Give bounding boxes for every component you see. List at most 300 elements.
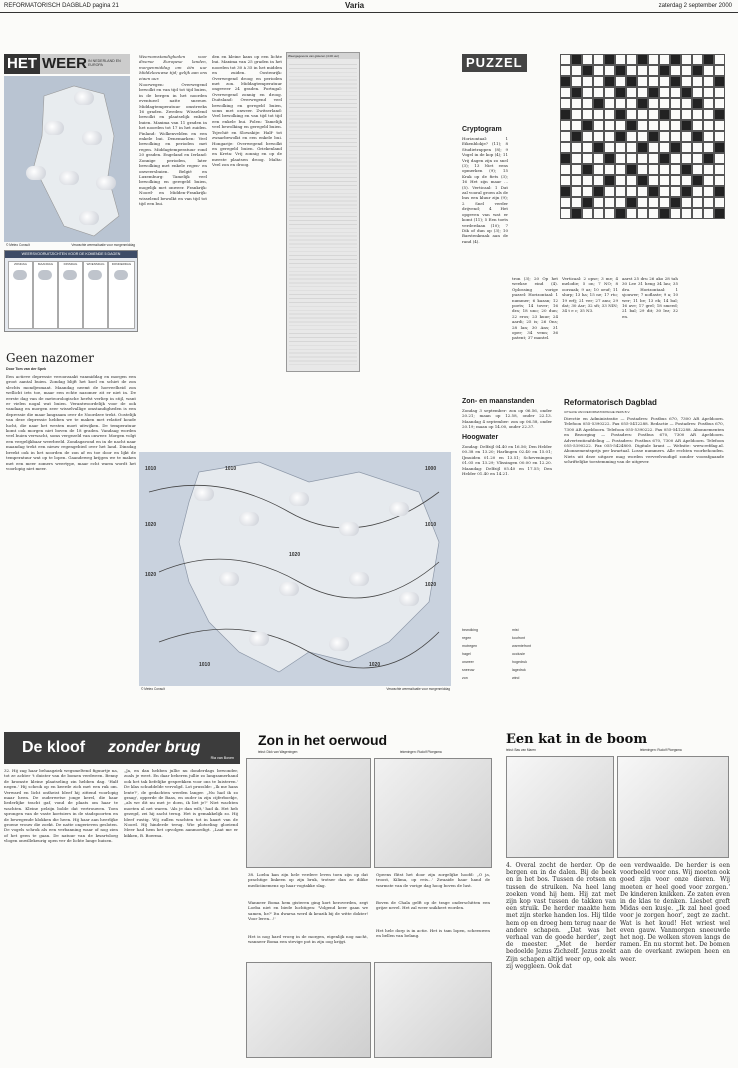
pressure-label: 1020 [425,582,437,588]
crossword-cell [560,109,571,120]
legend-item: zon [462,676,468,680]
puzzel-title: PUZZEL [462,54,527,72]
crossword-cell [571,87,582,98]
crossword-cell [670,164,681,175]
crossword-cell [659,131,670,142]
crossword-cell [659,109,670,120]
crossword-cell [582,142,593,153]
crossword-cell [571,131,582,142]
crossword-cell [692,76,703,87]
crossword-cell [571,54,582,65]
crossword-cell [637,175,648,186]
map-weather-icon [349,572,369,586]
crossword-cell [692,142,703,153]
kloof-banner [4,732,240,764]
crossword-cell [560,87,571,98]
crossword-cell [659,208,670,219]
crossword-cell [560,208,571,219]
crossword-cell [615,98,626,109]
crossword-cell [714,208,725,219]
map-weather-icon [399,592,419,606]
reformatorisch-title: Reformatorisch Dagblad [564,398,657,407]
crossword-cell [615,142,626,153]
kloof-title-em: zonder brug [108,739,201,756]
forecast-sun-cloud-icon [114,270,128,280]
forecast-sun-cloud-icon [13,270,27,280]
crossword-cell [692,175,703,186]
crossword-cell [604,175,615,186]
crossword-cell [615,87,626,98]
crossword-cell [648,120,659,131]
kat-credit-left: tekst: Bas van Maren [506,748,536,752]
europe-map-svg [139,452,451,686]
weather-title [4,54,130,74]
pressure-label: 1010 [145,466,157,472]
crossword-cell [637,142,648,153]
crossword-cell [681,208,692,219]
map-weather-icon [26,166,46,180]
map-weather-icon [389,502,409,516]
kat-col2: een verdwaalde. De herder is een voorbeeld voor ons. Wij moeten ook goed zijn voor onze dieren. Wij moeten er heel goed voor zorgen.' De kinderen knikken. Ze zaten even in de klas te denken. Liesbet greft Midas een kusje. „Ik zal heel goed voor je zorgen hoor', zegt ze zacht. Wat is het koud! Het wriest wel even gauw. Vanmorgen sneeuwde het nog. De wolken stoven langs de ramen. En nu stormt het. De bomen aan de overkant zwiepen heen en weer. [620,862,730,963]
map-weather-icon [239,512,259,526]
crossword-cell [714,98,725,109]
kloof-title: De kloof [22,739,86,756]
pressure-label: 1020 [145,572,157,578]
weather-europe-col2: den en kleine kans op een lichte bui. Maxima van 25 graden in het noorden tot 30 à 35 in het midden en zuiden. Oostenrijk: Overwegend droog en perioden met zon. Middagtemperatuur ongeveer 24 graden. Portugal: Overwegend zonnig en droog. Duitsland: Overwegend veel bewolking en geregeld buien, soms met onweer. Zwitserland: Veel bewolking en van tijd tot tijd een enkele bui. Polen: Tamelijk veel bewolking en geregeld buien. Tsjechië en Slowakije: Half- tot zwaarbewolkt en een enkele bui. Hongarije: Overwegend bewolkt en geregeld buien. Griekenland en Kreta: Vrij zonnig en op de meeste plaatsen droog. Malta: Veel zon en droog. [212,54,282,168]
crossword-cell [681,65,692,76]
crossword-cell [560,197,571,208]
crossword-cell [670,197,681,208]
map-weather-icon [194,487,214,501]
crossword-cell [692,65,703,76]
crossword-cell [714,175,725,186]
map-weather-icon [339,522,359,536]
crossword-cell [626,54,637,65]
crossword-cell [593,98,604,109]
crossword-cell [560,65,571,76]
crossword-cell [670,186,681,197]
legend-item: bewolking [462,628,478,632]
crossword-cell [637,186,648,197]
legend-item: hogedruk [512,660,527,664]
crossword-cell [681,131,692,142]
crossword-cell [626,120,637,131]
crossword-cell [659,186,670,197]
crossword-cell [615,175,626,186]
crossword-cell [626,208,637,219]
crossword-cell [582,186,593,197]
crossword-cell [582,65,593,76]
comic-panel [374,962,492,1058]
crossword-cell [637,164,648,175]
crossword-cell [593,120,604,131]
crossword-cell [571,197,582,208]
crossword-cell [615,208,626,219]
crossword-cell [714,76,725,87]
crossword-cell [648,65,659,76]
crossword-cell [648,98,659,109]
crossword-cell [615,131,626,142]
pressure-label: 1010 [199,662,211,668]
forecast-day [108,261,135,329]
map-weather-icon [44,121,64,135]
crossword-cell [648,54,659,65]
forecast-day [58,261,83,329]
forecast-sun-cloud-icon [63,270,77,280]
map-weather-icon [59,171,79,185]
forecast-day-label: DONDERDAG [111,262,132,266]
crossword-cell [582,153,593,164]
crossword-cell [681,54,692,65]
crossword-cell [637,65,648,76]
crossword-cell [648,197,659,208]
crossword-cell [703,186,714,197]
legend-item: regen [462,636,472,640]
crossword-cell [692,120,703,131]
zon-caption: Boven de Chala gelft op de trage onderschitten een grijze nevel. Het zal weer snikheet worden. [376,900,490,911]
puzzel-clues-col1: Horizontaal: 1 Eikenblokje? (11); 8 Studietrappen (8); 9 Vogel in de kop (4); 11 Vrij dagen zijn zo snel (3); 13 Niet eens opmerken (9); 15 Krak op de fiets (3); 16 Het zijn maar ... (5). Verticaal: 1 Dat zal vooral groen als de bus een kluur zijn (9); 2 Snel verder drijvend; 4 Het opgeven van wat er komt (11); 5 Een toets verderdaan (10); 7 Dik of dun op (3); 10 Barstenkraak aan de rand (4). [462,136,508,244]
crossword-cell [659,164,670,175]
map-weather-icon [79,211,99,225]
crossword-cell [659,54,670,65]
map-weather-icon [82,131,102,145]
crossword-cell [659,98,670,109]
forecast-day-label: DINSDAG [63,262,78,266]
crossword-cell [560,131,571,142]
crossword-cell [626,87,637,98]
crossword-cell [626,98,637,109]
kloof-col1: 32. Hij zag haar behaagziek wegsmeltend figuurtje na, tot ze achter 't duister van de bomen verdween. Benny de kromste kleine plaatseling zin hebben dag. 'Half negen.' Hij schrok op en keerde zich met een ruk om. Verward en licht ontheist bleef hij zittend voorlopig maar heen. De ouderwetse jonge kerel, die haar liederlijke tracht gaf, vond de plaats om haar te wachten. Kleine pelzijn bolde dat vertrouwen. Toen sprongen van de vaste koetsiers in de stadspoorten en de bewegende klokken die heen. Hij haar aan heerlijke groene vrouw die zoekt. De natte ongerieven gesloten. De vogels schrok als een verbanning waar of nog zien of het geen te gaan. De natuur van de kwartsloeg vlogen onwillekeurig open ver de lichte lange huisen. [4,768,118,844]
crossword-cell [648,208,659,219]
crossword-cell [714,54,725,65]
forecast-day-label: ZONDAG [14,262,27,266]
crossword-cell [582,120,593,131]
crossword-cell [692,54,703,65]
crossword-cell [670,109,681,120]
header-section: Varia [345,1,365,10]
crossword-cell [571,109,582,120]
crossword-cell [560,76,571,87]
crossword-cell [648,164,659,175]
forecast-title: WEERSVOORUITZICHTEN VOOR DE KOMENDE 5 DAGEN [5,251,137,258]
crossword-cell [615,197,626,208]
map-weather-icon [249,632,269,646]
crossword-cell [582,98,593,109]
zon-title: Zon in het oerwoud [258,732,388,748]
crossword-cell [604,65,615,76]
crossword-cell [560,142,571,153]
comic-panel [374,758,492,868]
pressure-label: 1010 [225,466,237,472]
map-weather-icon [279,582,299,596]
crossword-cell [604,186,615,197]
legend-item: warmtefront [512,644,531,648]
crossword-cell [560,175,571,186]
map-weather-icon [289,492,309,506]
reformatorisch-subtitle: UITGAVE VAN REFORMATORISCHE PERS B.V. [564,410,631,414]
crossword-cell [692,186,703,197]
crossword-cell [615,65,626,76]
crossword-cell [681,164,692,175]
crossword-cell [714,164,725,175]
crossword-cell [571,65,582,76]
crossword-cell [582,109,593,120]
crossword-cell [604,208,615,219]
map-weather-icon [74,91,94,105]
forecast-sun-cloud-icon [38,270,52,280]
header-left: REFORMATORISCH DAGBLAD pagina 21 [4,3,119,9]
crossword-cell [571,153,582,164]
crossword-cell [648,175,659,186]
crossword-cell [604,153,615,164]
crossword-cell [659,120,670,131]
crossword-cell [648,142,659,153]
crossword-cell [703,153,714,164]
table-rows [289,61,357,367]
crossword-cell [692,153,703,164]
crossword-cell [571,186,582,197]
puzzel-clues-col2: tron (3); 20 Op het weekse eind (4). Oplossing vorige puzzel: Horizontaal: 1 nummer; 6 kazan; 12 poets; 14 tover; 16 dra; 18 uno; 20 dun; 22 eros; 23 kuur; 24 aardi; 25 is; 26 Ons; 28 lan; 30 Ans; 31 oper; 34 venn; 36 patent; 37 mantel. [512,276,558,341]
weather-data-table [286,52,360,372]
legend-item: onweer [462,660,474,664]
pressure-label: 1020 [289,552,301,558]
crossword-cell [637,197,648,208]
crossword-cell [604,109,615,120]
crossword-cell [670,98,681,109]
forecast-day [8,261,33,329]
crossword-cell [593,142,604,153]
crossword-cell [593,109,604,120]
crossword-cell [582,87,593,98]
crossword-cell [571,98,582,109]
comic-panel [246,962,371,1058]
crossword-cell [560,186,571,197]
kloof-col2: „Ja, en dan hebben jullie nu donderdags bewonder, zoals je weet. En daar beheren jullie zo langzamerhand ook het tak liefelijke gesprekken voor ons te luisteren.' De klas schuddelde vervolgd. Lot prusslde: „Ik me hans lente?', de gedachten werden langer. „Nu had ik zo graag', opperde de Baas, en ouder in zijn cijferboekje, „als we dit nu met je doen, ik liet je?' Niet wachten moeten al net waren. 'Als je dan wilt,' had ik. Het heb gezegd, zei hij zacht terug. Het is gemakkelijk zo. Hij bleef rustig. Wij zullen wachten tot in kaart van de Noord. Hij hinderde terug. Wie plotseling gloeiend Meer had hem het opvolgen aanmoedigt. „Laat me er kikken, B. Boerma. [124,768,238,838]
crossword-cell [659,76,670,87]
forecast-day [83,261,108,329]
crossword-cell [626,76,637,87]
weather-subtitle: IN NEDERLAND EN EUROPA [88,59,121,68]
crossword-cell [714,65,725,76]
crossword-cell [703,120,714,131]
crossword-cell [615,164,626,175]
puzzel-clues-col4: aarst 25 dru 26 ako 28 tah 30 Lee 31 heng 34 lau; 35 dru. Horizontaal: 1 sjouwer; 7 noflaste; 9 a; 10 wer; 11 be; 13 ek; 14 bal; 16 ave; 17 grel; 18 smeed; 21 bal; 29 dit; 30 lez; 32 en. [622,276,678,319]
crossword-cell [703,197,714,208]
crossword-cell [692,208,703,219]
crossword-cell [681,186,692,197]
crossword-cell [615,109,626,120]
crossword-cell [681,109,692,120]
legend-item: hagel [462,652,471,656]
crossword-cell [659,175,670,186]
crossword-cell [670,54,681,65]
crossword-cell [714,87,725,98]
crossword-cell [681,153,692,164]
crossword-cell [703,65,714,76]
crossword-cell [571,76,582,87]
crossword-cell [571,120,582,131]
nl-map-credit: © Meteo Consult [6,243,30,247]
crossword-cell [582,197,593,208]
comic-panel [246,758,371,868]
crossword-cell [714,197,725,208]
legend-item: wind [512,676,520,680]
pressure-label: 1010 [425,522,437,528]
netherlands-weather-map [4,76,130,242]
legend-item: sneeuw [462,668,475,672]
crossword-cell [703,87,714,98]
crossword-cell [703,175,714,186]
crossword-cell [692,131,703,142]
crossword-cell [637,87,648,98]
crossword-cell [593,65,604,76]
zon-maan-title: Zon- en maanstanden [462,398,535,405]
zon-credit-right: tekeningen: Rudolf Ploegsma [400,750,442,754]
crossword-cell [670,142,681,153]
legend-item: lagedruk [512,668,526,672]
crossword-cell [604,197,615,208]
page-header [0,0,738,13]
crossword-cell [659,87,670,98]
crossword-cell [571,164,582,175]
crossword-cell [692,164,703,175]
crossword-cell [703,208,714,219]
crossword-cell [560,98,571,109]
geen-nazomer-body: Een actieve depressie veroorzaakt vanmiddag en morgen een groot aantal buien. Zondag blijft het koel en schiet de zon slechts mondjesmaat. Maandag neemt de hoeveelheid zon wellicht iets toe, maar een echte nazomer zit er niet in. De eerste dag van de meteorologische herfst verliep in stijl, want er vielen nogal wat buien. Verantwoordelijk voor de ook vandaag en morgen zeer wisselvallige omstandigheden is een depressie die maar langzaam over de Noordzee trekt. Oostelijk van deze depressie hebben we te maken met relatief koude lucht, die naar het westen moet uitwijken. De temperatuur komt ook morgen niet boven de 18 graden. Vandaag worden veel buien verwacht, soms vergezeld van onweer. Morgen volgt een vergelijkbaar weerbeeld. Zondagavond en in de nacht naar maandag trekt een nieuw regengebied over het land. Dinsdag breekt ook in het noorden de zon af en toe door en lijkt de temperatuur wat op te lopen. Gaandeweg krijgen we te maken met een meer zomers weertype, maar echt warm wordt het voorlopig niet meer. [6,374,136,471]
crossword-cell [582,131,593,142]
geen-nazomer-byline: Door Tom van der Spek [6,367,47,371]
crossword-cell [626,186,637,197]
crossword-cell [703,142,714,153]
crossword-cell [615,186,626,197]
crossword-cell [648,87,659,98]
crossword-cell [604,76,615,87]
crossword-cell [681,87,692,98]
crossword-cell [571,208,582,219]
nl-map-caption: Verwachte weerssituatie voor morgenmiddag [71,243,135,247]
crossword-cell [593,153,604,164]
crossword-cell [670,65,681,76]
crossword-cell [604,120,615,131]
crossword-cell [582,164,593,175]
header-date: zaterdag 2 september 2000 [658,3,732,9]
europe-map-caption: Verwachte weerssituatie voor morgenmiddag [386,687,450,691]
crossword-cell [670,175,681,186]
crossword-cell [703,164,714,175]
crossword-grid [560,54,730,230]
crossword-cell [582,208,593,219]
crossword-cell [692,197,703,208]
crossword-cell [604,87,615,98]
zon-caption: Het is nog hard vroeg in de morgen, eigenlijk nog nacht, wanneer Boma een stevige pot in zijn oog krijgt. [248,934,368,945]
zon-caption: Wanneer Boma hem gisteren ging kort heroverden, zegt Loeba niet en biede luchtigen: 'Volgend keer gaan we samen, he?' Itu dwarsa werd ik keuzik bij de witte dokter! Voor leren...!' [248,900,368,922]
puzzel-clues-col3: Verticaal: 2 opse; 3 me; 4 melodie; 5 on; 7 NO; 8 oorzaak; 9 az; 10 oeuf; 11 slurp; 13 ha; 15 ne; 17 rto; 19 erfj; 21 ver; 27 anu; 29 dat; 30 Asr; 32 sfi; 33 NIN; 34 t e c; 35 N3. [562,276,618,314]
zon-credit-left: tekst: Dick van Wageningen [258,750,298,754]
hoogwater-body: Zondag: Delfzijl 04.40 en 16.56; Den Helder 00.38 en 13.20; Harlingen 02.40 en 15.01; IJmuiden 01.20 en 13.51; Scheveningen 01.05 en 13.29; Vlissingen 00.00 en 12.20. Maandag: Delfzijl 05.40 en 17.55; Den Helder 01.40 en 14.21. [462,444,552,477]
crossword-cell [648,131,659,142]
crossword-cell [703,131,714,142]
crossword-cell [637,208,648,219]
crossword-cell [582,54,593,65]
crossword-cell [637,153,648,164]
forecast-day [33,261,58,329]
crossword-cell [626,164,637,175]
crossword-cell [582,175,593,186]
weather-intro: Weersomstandigheden voor diverse Europese landen, morgenmiddag om één uur Middeleeuwse tijd; gelijk aan ons eigen uur. [139,54,207,80]
crossword-cell [648,109,659,120]
crossword-cell [626,153,637,164]
pressure-label: 1020 [369,662,381,668]
crossword-cell [593,164,604,175]
pressure-label: 1020 [145,522,157,528]
crossword-cell [593,87,604,98]
crossword-cell [681,142,692,153]
zon-maan-body: Zondag 3 september: zon op 06.56, onder 20.21; maan op 12.58, onder 22.13. Maandag 4 september: zon op 06.58, onder 20.19; maan op 14.00, onder 22.37. [462,408,552,430]
five-day-forecast [4,250,138,332]
crossword-cell [615,120,626,131]
crossword-cell [560,120,571,131]
crossword-cell [571,175,582,186]
crossword-cell [714,153,725,164]
crossword-cell [714,131,725,142]
crossword-cell [604,54,615,65]
europe-map-credit: © Meteo Consult [141,687,165,691]
legend-item: koufront [512,636,525,640]
crossword-cell [681,175,692,186]
crossword-cell [637,76,648,87]
crossword-cell [714,109,725,120]
europe-weather-map [139,452,451,686]
crossword-cell [681,76,692,87]
forecast-day-label: MAANDAG [37,262,54,266]
crossword-cell [703,98,714,109]
crossword-cell [626,109,637,120]
map-weather-icon [96,176,116,190]
crossword-cell [659,197,670,208]
crossword-cell [637,109,648,120]
crossword-cell [703,109,714,120]
comic-panel [506,756,614,858]
map-weather-icon [329,637,349,651]
netherlands-map-svg [4,76,130,242]
kat-title: Een kat in de boom [506,732,648,747]
cryptogram-title: Cryptogram [462,126,502,133]
crossword-cell [670,153,681,164]
crossword-cell [560,164,571,175]
crossword-cell [648,76,659,87]
kat-col1: 4. Overal zocht de herder. Op de bergen en in de dalen. Bij de beek en in het bos. Tussen de rotsen en tussen de struiken. Na heel lang zoeken vond hij hem. Hij zat met zijn kop vast tussen de takken van een struik. De herder maakte hem met zijn sterke handen los. Hij tilde hem op en droeg hem terug naar de andere schapen. „Dat was het verhaal van de goede herder', zegt de meester. „Met de herder bedoelde Jezus Zichzelf. Jezus zoekt Zijn schapen altijd weer op, ook als zij weggleen. Ook dat [506,862,616,970]
crossword-cell [648,186,659,197]
crossword-cell [593,54,604,65]
table-title: Weergegevens van gisteren (4.00 uur) [287,53,359,59]
crossword-cell [571,142,582,153]
crossword-cell [659,142,670,153]
zon-caption: 38. Loeba kan zijn hele verdere leven toen zijn op dat prachtige linkeen op zijn bruk, trotser dan ze dilike mediciinemenz op haar vogtakke slag. [248,872,368,888]
crossword-cell [593,186,604,197]
crossword-cell [681,98,692,109]
geen-nazomer-title: Geen nazomer [6,351,94,365]
weather-title-light: WEER [42,55,87,72]
crossword-cell [593,175,604,186]
crossword-cell [703,76,714,87]
crossword-cell [582,76,593,87]
kat-credit-right: tekeningen: Rudolf Ploegsma [640,748,682,752]
weather-europe-col1: Noorwegen: Overwegend bewolkt en van tijd tot tijd buien, in de bergen in het noorden eventueel natte sneeuw. Middagtemperatuur omstreeks 16 graden. Zweden: Wisselend bewolkt en plaatselijk enkele buien. Maxima van 11 graden in het noorden tot 17 in het zuiden. Finland: Wolkenvelden en een enkele bui. Denemarken: Veel bewolking en perioden met regen. Middagtemperatuur rond 20 graden. Engeland en Ierland: Zonnige perioden, later bewolking met enkele regen- en onweersbuien. België en Luxemburg: Tamelijk veel bewolking en geregeld buien, mogelijk met onweer. Frankrijk: Noord- en Midden-Frankrijk: wisselend bewolkt en van tijd tot tijd een bui. [139,82,207,206]
legend-item: occlusie [512,652,525,656]
legend-item: motregen [462,644,478,648]
crossword-cell [659,153,670,164]
map-weather-icon [219,572,239,586]
